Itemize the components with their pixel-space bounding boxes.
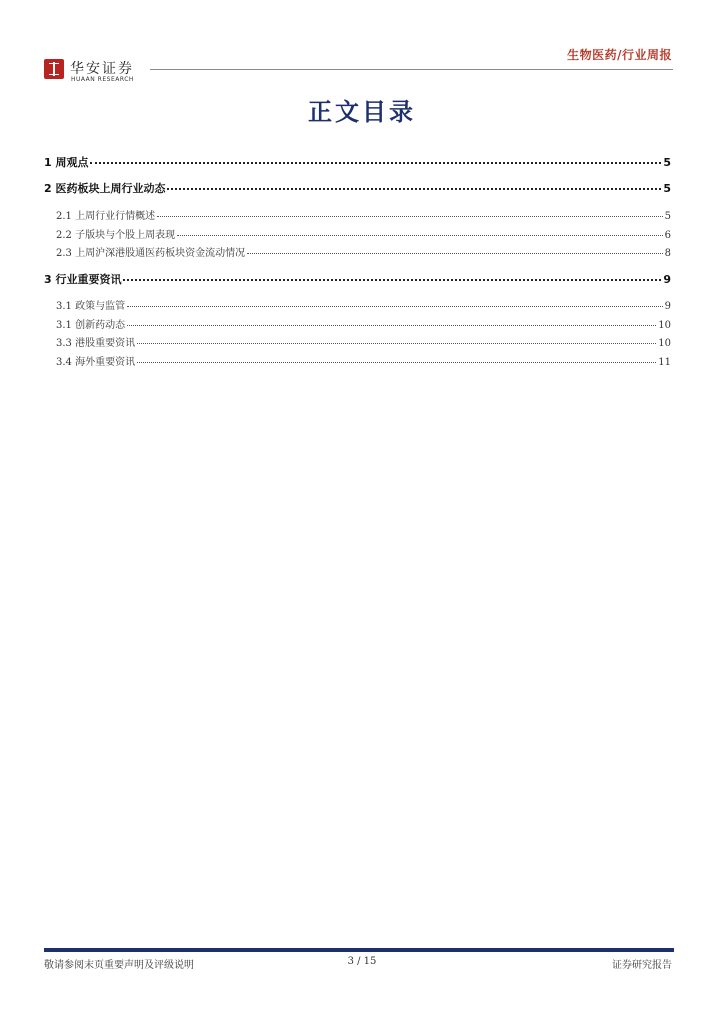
toc-leader — [247, 253, 663, 254]
toc-entry-page: 6 — [664, 230, 671, 241]
page-number: 3 / 15 — [347, 956, 377, 967]
toc-leader — [90, 162, 661, 164]
toc-entry-page: 11 — [658, 357, 671, 368]
toc-leader — [137, 343, 656, 344]
logo-text-cn: 华安证券 — [70, 61, 134, 77]
toc-entry[interactable] — [44, 180, 671, 196]
page-title: 正文目录 — [308, 98, 416, 126]
logo-mark-icon — [44, 59, 64, 79]
toc-entry-text: 1 周观点 — [44, 156, 89, 169]
toc-leader — [167, 188, 661, 190]
toc-entry[interactable] — [44, 226, 671, 241]
toc-entry[interactable] — [44, 297, 671, 312]
toc-entry-text: 3.1 创新药动态 — [56, 320, 126, 331]
company-logo — [44, 56, 154, 86]
toc-entry-page: 10 — [658, 338, 671, 349]
toc-entry-text: 2.1 上周行业行情概述 — [56, 211, 156, 222]
toc-entry[interactable] — [44, 353, 671, 368]
report-type: 证券研究报告 — [612, 960, 672, 971]
footer-disclaimer: 敬请参阅末页重要声明及评级说明 — [44, 960, 194, 971]
toc-leader — [137, 362, 656, 363]
toc-entry[interactable] — [44, 271, 671, 287]
toc-entry-text: 3 行业重要资讯 — [44, 273, 122, 286]
toc-entry-page: 9 — [664, 301, 671, 312]
toc-entry-text: 2.2 子版块与个股上周表现 — [56, 230, 176, 241]
toc-entry-text: 3.4 海外重要资讯 — [56, 357, 136, 368]
toc-leader — [127, 306, 663, 307]
toc-entry[interactable] — [44, 207, 671, 222]
header-divider — [150, 69, 673, 70]
toc-entry-page: 10 — [658, 320, 671, 331]
toc-entry-page: 8 — [664, 248, 671, 259]
toc-entry-page: 5 — [664, 211, 671, 222]
toc-entry-page: 5 — [663, 182, 671, 195]
toc-entry[interactable] — [44, 154, 671, 170]
toc-entry-text: 3.3 港股重要资讯 — [56, 338, 136, 349]
toc-leader — [123, 279, 661, 281]
toc-entry-page: 5 — [663, 156, 671, 169]
toc-entry[interactable] — [44, 316, 671, 331]
logo-text-en: HUAAN RESEARCH — [71, 76, 134, 83]
toc-entry[interactable] — [44, 334, 671, 349]
footer-divider — [44, 948, 674, 952]
toc-entry-text: 3.1 政策与监管 — [56, 301, 126, 312]
toc-leader — [127, 325, 656, 326]
toc-entry-text: 2.3 上周沪深港股通医药板块资金流动情况 — [56, 248, 246, 259]
toc-entry[interactable] — [44, 244, 671, 259]
toc-leader — [157, 216, 663, 217]
toc-entry-page: 9 — [663, 273, 671, 286]
report-category: 生物医药/行业周报 — [567, 48, 672, 62]
toc-entry-text: 2 医药板块上周行业动态 — [44, 182, 166, 195]
toc-leader — [177, 235, 663, 236]
